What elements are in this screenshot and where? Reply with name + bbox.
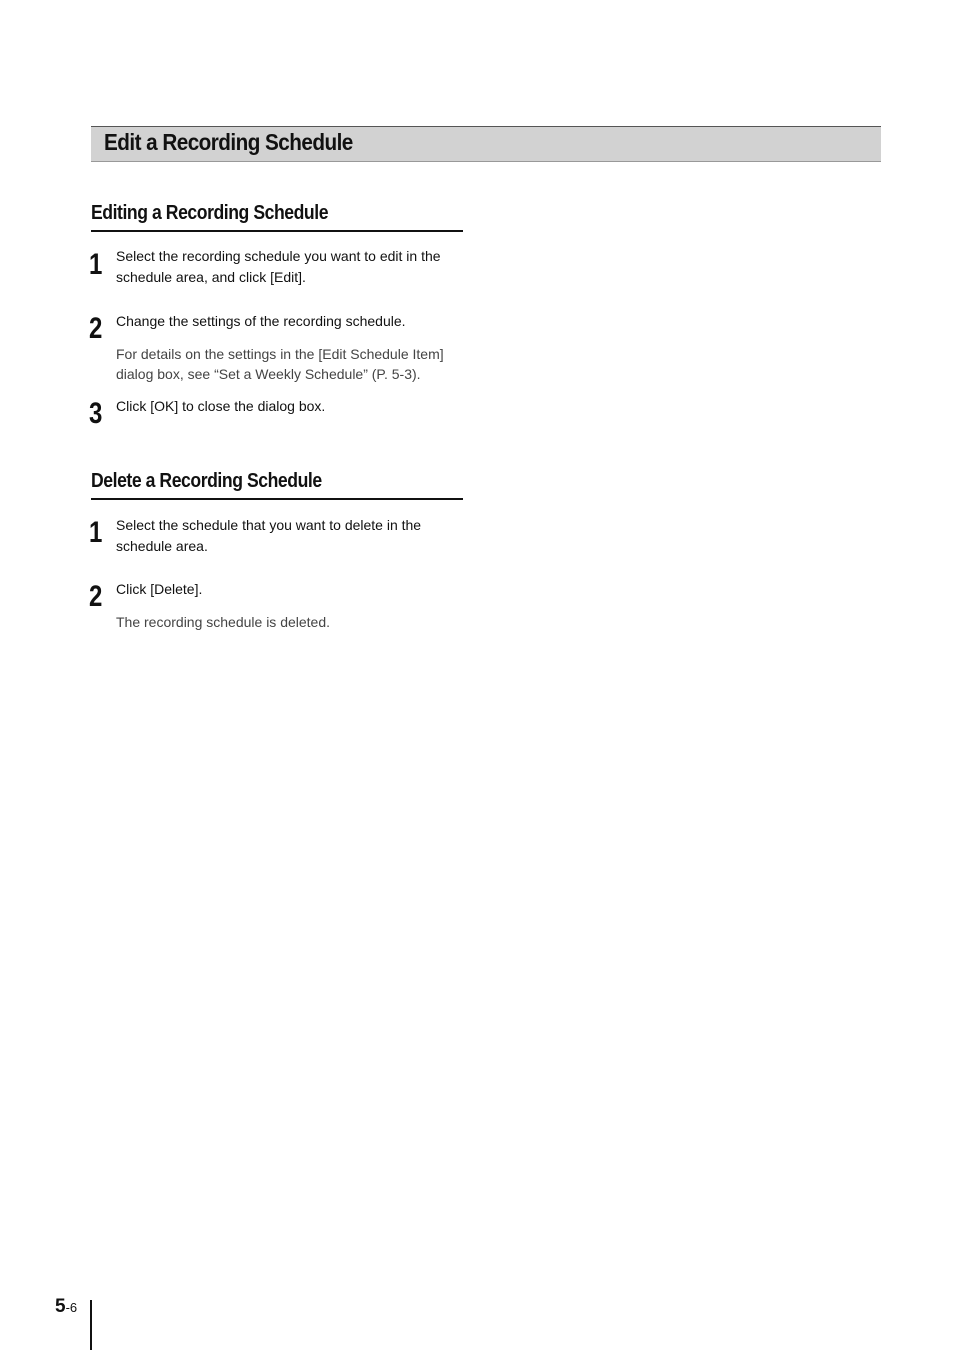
step-text: Select the schedule that you want to delete in the schedule area. bbox=[116, 517, 422, 554]
section-heading-text: Editing a Recording Schedule bbox=[91, 202, 329, 224]
chapter-number: 5 bbox=[55, 1296, 66, 1317]
footer-divider bbox=[90, 1300, 92, 1350]
step-number: 3 bbox=[89, 397, 103, 430]
page-title-bar bbox=[91, 126, 881, 162]
section-heading-text: Delete a Recording Schedule bbox=[91, 470, 322, 492]
step-number: 2 bbox=[89, 580, 103, 613]
section-heading-editing bbox=[91, 202, 463, 232]
step-number: 1 bbox=[89, 516, 103, 549]
page-number bbox=[55, 1296, 77, 1318]
step-text: Select the recording schedule you want to edit in the schedule area, and click [Edit]. bbox=[116, 248, 441, 285]
section-heading-delete bbox=[91, 470, 463, 500]
step-text: Change the settings of the recording schedule. bbox=[116, 313, 406, 329]
step-note: The recording schedule is deleted. bbox=[116, 614, 331, 630]
step-text: Click [OK] to close the dialog box. bbox=[116, 398, 326, 414]
step-text: Click [Delete]. bbox=[116, 581, 203, 597]
page-title: Edit a Recording Schedule bbox=[104, 129, 353, 155]
step-number: 1 bbox=[89, 248, 103, 281]
step-note: For details on the settings in the [Edit Schedule Item] dialog box, see “Set a Weekly Schedule” (P. 5-3). bbox=[116, 346, 444, 382]
page-suffix: -6 bbox=[65, 1300, 78, 1315]
step-number: 2 bbox=[89, 312, 103, 345]
